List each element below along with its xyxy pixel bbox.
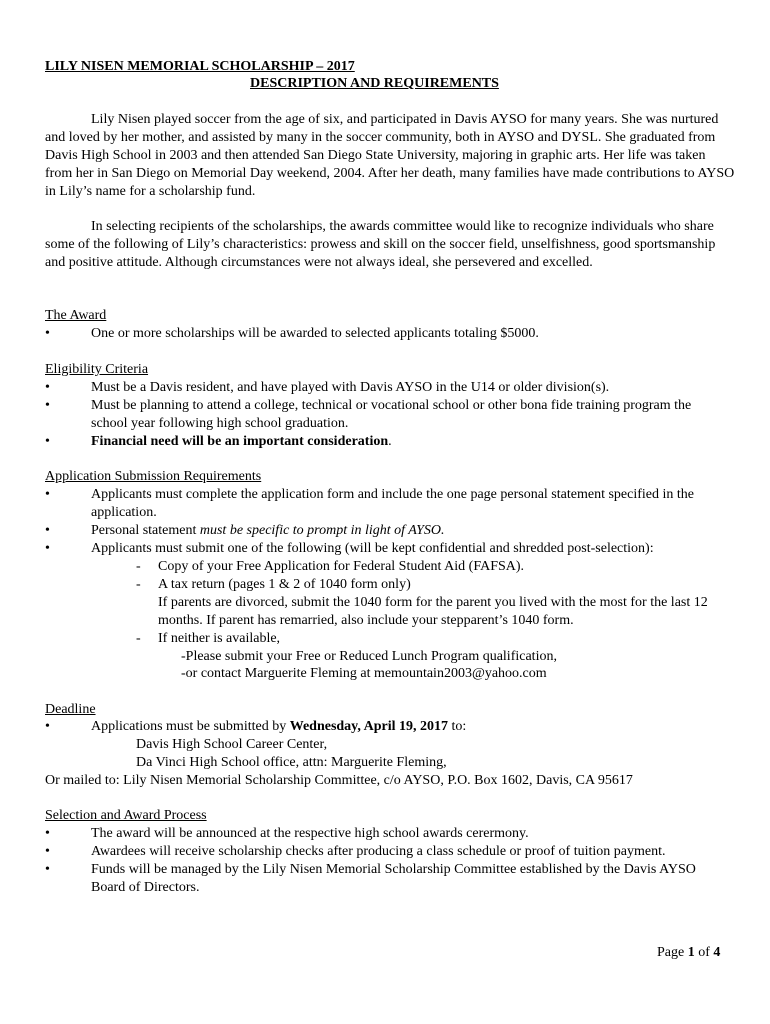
deadline-date: Wednesday, April 19, 2017: [289, 719, 449, 734]
bullet-icon: •: [45, 487, 50, 502]
page-current: 1: [687, 945, 695, 960]
page-word: Page: [657, 945, 688, 960]
deadline-suffix: to:: [448, 719, 467, 734]
title-line-1: LILY NISEN MEMORIAL SCHOLARSHIP – 2017: [45, 59, 355, 74]
bullet-icon: •: [45, 523, 50, 538]
submission-sub-tax-note: If parents are divorced, submit the 1040 form for the parent you lived with the most for the last 12 months. If parent has remarried, also include your stepparent’s 1040 form.: [158, 595, 708, 628]
submission-item-form: Applicants must complete the application form and include the one page personal statement specified in the application.: [91, 487, 694, 520]
bullet-icon: •: [45, 826, 50, 841]
page-total: 4: [713, 945, 721, 960]
financial-need-text: Financial need will be an important consideration: [91, 434, 389, 449]
dash-marker: -: [136, 631, 141, 646]
selection-item-checks: Awardees will receive scholarship checks after producing a class schedule or proof of tuition payment.: [91, 844, 666, 859]
financial-need-period: .: [388, 434, 392, 449]
deadline-mailed: Or mailed to: Lily Nisen Memorial Scholarship Committee, c/o AYSO, P.O. Box 1602, Davis, CA 95617: [45, 773, 633, 788]
submission-item-statement: [91, 522, 731, 540]
submission-sub-neither: If neither is available,: [158, 631, 281, 646]
submission-item-documents: Applicants must submit one of the following (will be kept confidential and shredded post-selection):: [91, 541, 654, 556]
deadline-heading: Deadline: [45, 702, 96, 717]
bullet-icon: •: [45, 541, 50, 556]
submission-heading: Application Submission Requirements: [45, 469, 262, 484]
bullet-icon: •: [45, 326, 50, 341]
bullet-icon: •: [45, 434, 50, 449]
dash-marker: -: [136, 577, 141, 592]
bullet-icon: •: [45, 719, 50, 734]
page-of-word: of: [694, 945, 714, 960]
award-heading: The Award: [45, 308, 107, 323]
title-line-2: DESCRIPTION AND REQUIREMENTS: [250, 76, 499, 91]
deadline-prefix: Applications must be submitted by: [91, 719, 290, 734]
submission-sub-lunch: -Please submit your Free or Reduced Lunch Program qualification,: [181, 649, 557, 664]
deadline-address-2: Da Vinci High School office, attn: Marguerite Fleming,: [136, 755, 447, 770]
statement-italic-text: must be specific to prompt in light of AYSO.: [199, 523, 445, 538]
dash-marker: -: [136, 559, 141, 574]
bullet-icon: •: [45, 862, 50, 877]
selection-item-funds: Funds will be managed by the Lily Nisen Memorial Scholarship Committee established by the Davis AYSO Board of Directors.: [91, 862, 696, 895]
selection-item-announce: The award will be announced at the respective high school awards cerermony.: [91, 826, 529, 841]
bullet-icon: •: [45, 380, 50, 395]
eligibility-item-residency: Must be a Davis resident, and have played with Davis AYSO in the U14 or older division(s).: [91, 380, 610, 395]
deadline-address-1: Davis High School Career Center,: [136, 737, 328, 752]
deadline-item: [91, 718, 731, 736]
page-number: [657, 944, 720, 962]
intro-paragraph: Lily Nisen played soccer from the age of six, and participated in Davis AYSO for many years. She was nurtured and loved by her mother, and assisted by many in the soccer community, both in AYSO and DYSL. She graduated from Davis High School in 2003 and then attended San Diego State University, majoring in graphic arts. Her life was taken from her in San Diego on Memorial Day weekend, 2004. After her death, many families have made contributions to AYSO in Lily’s name for a scholarship fund.: [45, 112, 735, 199]
submission-sub-tax-return: A tax return (pages 1 & 2 of 1040 form only): [158, 577, 411, 592]
award-item: One or more scholarships will be awarded to selected applicants totaling $5000.: [91, 326, 539, 341]
eligibility-item-financial: [91, 433, 731, 451]
eligibility-item-school: Must be planning to attend a college, technical or vocational school or other bona fide training program the school year following high school graduation.: [91, 398, 692, 431]
bullet-icon: •: [45, 398, 50, 413]
selection-criteria-paragraph: In selecting recipients of the scholarships, the awards committee would like to recognize individuals who share some of the following of Lily’s characteristics: prowess and skill on the soccer field, unselfishness, good sportsmanship and positive attitude. Although circumstances were not always ideal, she persevered and excelled.: [45, 219, 716, 270]
submission-sub-fafsa: Copy of your Free Application for Federal Student Aid (FAFSA).: [158, 559, 525, 574]
bullet-icon: •: [45, 844, 50, 859]
statement-text: Personal statement: [91, 523, 200, 538]
selection-heading: Selection and Award Process: [45, 808, 207, 823]
eligibility-heading: Eligibility Criteria: [45, 362, 149, 377]
submission-sub-contact: -or contact Marguerite Fleming at memountain2003@yahoo.com: [181, 666, 547, 681]
